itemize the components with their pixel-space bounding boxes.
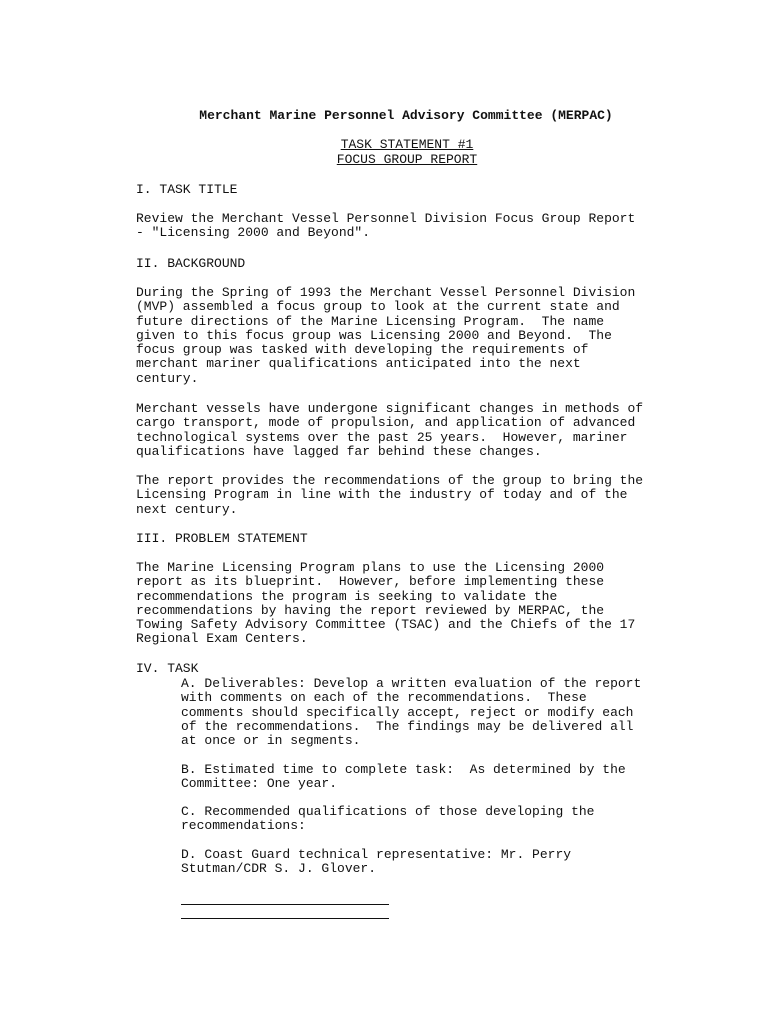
- task-item-c: C. Recommended qualifications of those developing the recommendations:: [181, 804, 595, 834]
- section-task-title-heading: I. TASK TITLE: [136, 182, 238, 197]
- signature-line: [181, 918, 389, 919]
- section-problem-heading: III. PROBLEM STATEMENT: [136, 531, 308, 546]
- section-task-heading: IV. TASK: [136, 661, 199, 676]
- problem-statement-body: The Marine Licensing Program plans to use the Licensing 2000 report as its blueprint. However, before implementing these recommendations the program is seeking to validate the recommendations by having the report reviewed by MERPAC, the Towing Safety Advisory Committee (TSAC) and the Chiefs of the 17 Regional Exam Centers.: [136, 560, 636, 647]
- section-background-heading: II. BACKGROUND: [136, 256, 246, 271]
- background-paragraph-1: During the Spring of 1993 the Merchant Vessel Personnel Division (MVP) assembled a focus group to look at the current state and future directions of the Marine Licensing Program. The name given to this focus group was Licensing 2000 and Beyond. The focus group was tasked with developing the requirements of merchant mariner qualifications anticipated into the next century.: [136, 285, 636, 386]
- task-statement-heading: TASK STATEMENT #1: [340, 137, 474, 152]
- background-paragraph-3: The report provides the recommendations of the group to bring the Licensing Program in line with the industry of today and of the next century.: [136, 473, 644, 517]
- committee-title: Merchant Marine Personnel Advisory Committee (MERPAC): [199, 108, 613, 123]
- signature-line: [181, 904, 389, 905]
- report-title-heading: FOCUS GROUP REPORT: [336, 152, 478, 167]
- section-task-title-body: Review the Merchant Vessel Personnel Division Focus Group Report - "Licensing 2000 and Beyond".: [136, 211, 636, 241]
- task-item-b: B. Estimated time to complete task: As determined by the Committee: One year.: [181, 762, 626, 792]
- task-item-d: D. Coast Guard technical representative: Mr. Perry Stutman/CDR S. J. Glover.: [181, 847, 572, 877]
- task-item-a: A. Deliverables: Develop a written evaluation of the report with comments on each of the recommendations. These comments should specifically accept, reject or modify each of the recommendations. The findings may be delivered all at once or in segments.: [181, 676, 642, 749]
- background-paragraph-2: Merchant vessels have undergone significant changes in methods of cargo transport, mode of propulsion, and application of advanced technological systems over the past 25 years. However, mariner qualifications have lagged far behind these changes.: [136, 401, 644, 459]
